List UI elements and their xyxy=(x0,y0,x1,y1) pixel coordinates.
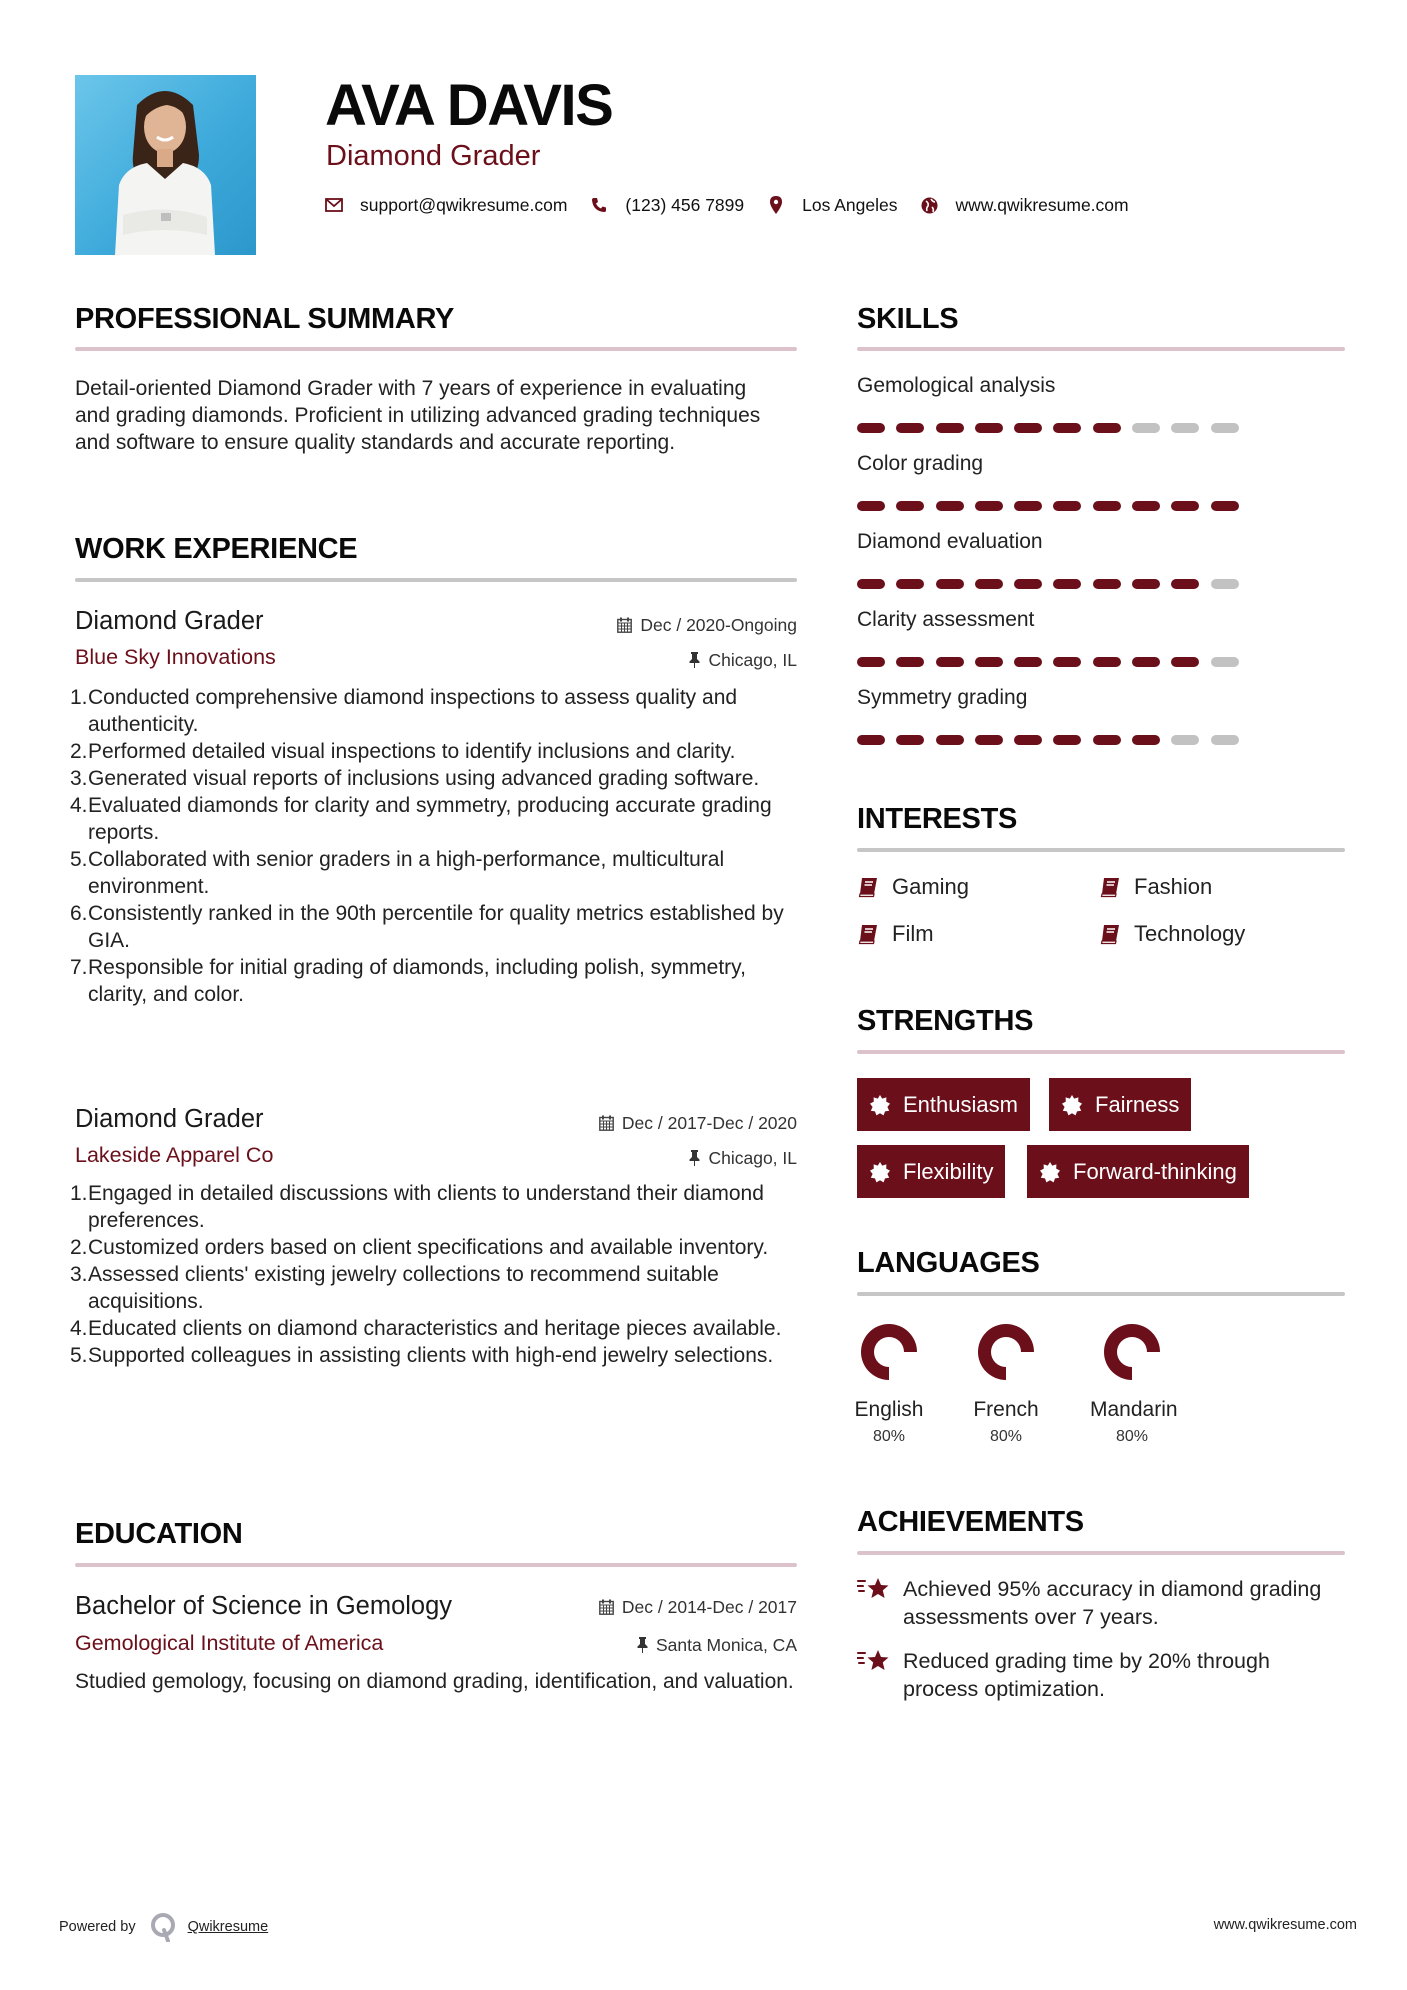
achievement-item: Reduced grading time by 20% through process optimization. xyxy=(857,1647,1327,1703)
education-heading: EDUCATION xyxy=(75,1518,243,1550)
job-location xyxy=(689,1146,797,1170)
job-company: Blue Sky Innovations xyxy=(75,645,276,669)
experience-heading: WORK EXPERIENCE xyxy=(75,533,358,565)
job-bullets xyxy=(70,1180,790,1369)
skill-rating-segment xyxy=(896,423,924,433)
bullet-item: 2. Performed detailed visual inspections to identify inclusions and clarity. xyxy=(70,740,736,763)
interest-item: Technology xyxy=(1099,920,1245,948)
education-date xyxy=(599,1595,797,1619)
skill-rating-segment xyxy=(1053,735,1081,745)
skill-rating-segment xyxy=(1171,423,1199,433)
skill-rating-segment xyxy=(1014,423,1042,433)
skill-rating-segment xyxy=(1171,501,1199,511)
contact-row xyxy=(324,193,1151,217)
achievement-item: Achieved 95% accuracy in diamond grading assessments over 7 years. xyxy=(857,1575,1327,1631)
skill-rating-segment xyxy=(1211,657,1239,667)
job-date xyxy=(617,613,797,637)
bullet-item: 2. Customized orders based on client specifications and available inventory. xyxy=(70,1236,769,1259)
skill-rating-segment xyxy=(975,579,1003,589)
contact-location xyxy=(766,193,897,217)
summary-divider xyxy=(75,347,797,351)
skill-label: Symmetry grading xyxy=(857,686,1028,709)
skill-label: Color grading xyxy=(857,452,984,475)
skills-divider xyxy=(857,347,1345,351)
job-bullets xyxy=(70,684,790,1008)
contact-email-text: support@qwikresume.com xyxy=(360,195,568,215)
language-item: English 80% xyxy=(852,1322,926,1448)
skill-rating-segment xyxy=(1093,423,1121,433)
skill-rating-segment xyxy=(1132,579,1160,589)
calendar-icon xyxy=(599,1115,614,1131)
skill-rating-segment xyxy=(1093,579,1121,589)
bullet-item: 3. Assessed clients' existing jewelry collections to recommend suitable acquisitions. xyxy=(70,1263,719,1313)
interests-divider xyxy=(857,848,1345,852)
skill-rating-segment xyxy=(936,735,964,745)
skill-rating-bar xyxy=(857,423,1250,433)
badge-burst-icon xyxy=(1061,1094,1083,1116)
job-company: Lakeside Apparel Co xyxy=(75,1143,274,1167)
book-icon xyxy=(857,876,879,898)
skill-rating-segment xyxy=(1014,735,1042,745)
pushpin-icon xyxy=(637,1637,648,1653)
badge-burst-icon xyxy=(869,1094,891,1116)
skill-rating-segment xyxy=(975,501,1003,511)
bullet-item: 3. Generated visual reports of inclusions using advanced grading software. xyxy=(70,767,760,790)
skill-rating-segment xyxy=(896,501,924,511)
job-title: Diamond Grader xyxy=(75,607,264,635)
footer-powered-by: Powered by Qwikresume xyxy=(59,1912,268,1942)
education-description: Studied gemology, focusing on diamond grading, identification, and valuation. xyxy=(75,1670,794,1693)
candidate-title: Diamond Grader xyxy=(326,140,541,172)
person-photo-icon xyxy=(75,75,256,255)
pushpin-icon xyxy=(689,1150,700,1166)
calendar-icon xyxy=(617,617,632,633)
skill-rating-segment xyxy=(1132,735,1160,745)
bullet-item: 1. Engaged in detailed discussions with clients to understand their diamond preferences. xyxy=(70,1182,764,1232)
skill-rating-segment xyxy=(975,423,1003,433)
shooting-star-icon xyxy=(857,1647,891,1675)
contact-location-text: Los Angeles xyxy=(802,195,898,215)
skill-label: Clarity assessment xyxy=(857,608,1035,631)
skill-rating-segment xyxy=(857,735,885,745)
education-location xyxy=(637,1633,797,1657)
skill-rating-segment xyxy=(975,735,1003,745)
languages-divider xyxy=(857,1292,1345,1296)
skill-rating-segment xyxy=(975,657,1003,667)
job-location xyxy=(689,648,797,672)
language-item: Mandarin 80% xyxy=(1090,1322,1174,1448)
skill-rating-segment xyxy=(936,657,964,667)
education-location-text: Santa Monica, CA xyxy=(655,1635,797,1655)
skill-rating-segment xyxy=(936,423,964,433)
envelope-icon xyxy=(324,195,344,215)
school-name: Gemological Institute of America xyxy=(75,1631,384,1655)
badge-burst-icon xyxy=(869,1161,891,1183)
phone-icon xyxy=(589,195,609,215)
strength-badge: Flexibility xyxy=(857,1145,1005,1198)
strength-badge: Forward-thinking xyxy=(1027,1145,1249,1198)
strength-badge: Fairness xyxy=(1049,1078,1191,1131)
skill-rating-segment xyxy=(1093,735,1121,745)
profile-photo xyxy=(75,75,256,255)
strength-badge: Enthusiasm xyxy=(857,1078,1030,1131)
skill-rating-segment xyxy=(1132,501,1160,511)
contact-phone-text: (123) 456 7899 xyxy=(625,195,745,215)
skill-rating-segment xyxy=(896,735,924,745)
language-progress-ring xyxy=(976,1322,1036,1382)
skill-rating-segment xyxy=(936,579,964,589)
skill-rating-segment xyxy=(1171,657,1199,667)
skill-rating-segment xyxy=(1014,657,1042,667)
summary-heading: PROFESSIONAL SUMMARY xyxy=(75,303,455,335)
language-progress-ring xyxy=(859,1322,919,1382)
contact-website-text: www.qwikresume.com xyxy=(955,195,1129,215)
contact-phone[interactable] xyxy=(589,193,744,217)
bullet-item: 4. Evaluated diamonds for clarity and symmetry, producing accurate grading reports. xyxy=(70,794,772,844)
interests-heading: INTERESTS xyxy=(857,803,1018,835)
language-item: French 80% xyxy=(969,1322,1043,1448)
skill-rating-segment xyxy=(896,579,924,589)
skill-rating-segment xyxy=(1171,735,1199,745)
book-icon xyxy=(1099,923,1121,945)
job-location-text: Chicago, IL xyxy=(708,1148,797,1168)
book-icon xyxy=(1099,876,1121,898)
badge-burst-icon xyxy=(1039,1161,1061,1183)
languages-heading: LANGUAGES xyxy=(857,1247,1040,1279)
skill-label: Gemological analysis xyxy=(857,374,1056,397)
skills-heading: SKILLS xyxy=(857,303,959,335)
skill-label: Diamond evaluation xyxy=(857,530,1043,553)
skill-rating-segment xyxy=(1053,657,1081,667)
bullet-item: 1. Conducted comprehensive diamond inspections to assess quality and authenticity. xyxy=(70,686,738,736)
language-progress-ring xyxy=(1102,1322,1162,1382)
bullet-item: 4. Educated clients on diamond characteristics and heritage pieces available. xyxy=(70,1317,782,1340)
skill-rating-segment xyxy=(1132,423,1160,433)
footer-website[interactable]: www.qwikresume.com xyxy=(1213,1917,1357,1933)
contact-email[interactable] xyxy=(324,193,567,217)
job-date xyxy=(599,1111,797,1135)
skill-rating-segment xyxy=(1211,423,1239,433)
skill-rating-bar xyxy=(857,501,1250,511)
job-title: Diamond Grader xyxy=(75,1105,264,1133)
skill-rating-segment xyxy=(1053,423,1081,433)
skill-rating-bar xyxy=(857,657,1250,667)
bullet-item: 5. Collaborated with senior graders in a high-performance, multicultural environment. xyxy=(70,848,725,898)
strengths-heading: STRENGTHS xyxy=(857,1005,1034,1037)
skill-rating-segment xyxy=(1014,501,1042,511)
skill-rating-segment xyxy=(1211,735,1239,745)
skill-rating-segment xyxy=(1014,579,1042,589)
shooting-star-icon xyxy=(857,1575,891,1603)
skill-rating-segment xyxy=(1171,579,1199,589)
interest-item: Gaming xyxy=(857,873,969,901)
pushpin-icon xyxy=(689,652,700,668)
bullet-item: 5. Supported colleagues in assisting clients with high-end jewelry selections. xyxy=(70,1344,774,1367)
candidate-name: AVA DAVIS xyxy=(325,73,613,138)
skill-rating-segment xyxy=(857,579,885,589)
strengths-divider xyxy=(857,1050,1345,1054)
skill-rating-bar xyxy=(857,735,1250,745)
skill-rating-segment xyxy=(857,657,885,667)
job-date-text: Dec / 2017-Dec / 2020 xyxy=(621,1113,797,1133)
qwikresume-link[interactable]: Qwikresume xyxy=(187,1919,269,1935)
skill-rating-segment xyxy=(896,657,924,667)
experience-divider xyxy=(75,578,797,582)
skill-rating-bar xyxy=(857,579,1250,589)
skill-rating-segment xyxy=(1093,657,1121,667)
interest-item: Fashion xyxy=(1099,873,1212,901)
book-icon xyxy=(857,923,879,945)
skill-rating-segment xyxy=(1053,501,1081,511)
qwikresume-logo-icon xyxy=(150,1912,178,1942)
skill-rating-segment xyxy=(857,501,885,511)
interest-item: Film xyxy=(857,920,934,948)
contact-website[interactable] xyxy=(920,193,1129,217)
skill-rating-segment xyxy=(936,501,964,511)
globe-icon xyxy=(920,195,940,215)
map-marker-icon xyxy=(766,195,786,215)
skill-rating-segment xyxy=(1053,579,1081,589)
bullet-item: 6. Consistently ranked in the 90th percentile for quality metrics established by GIA. xyxy=(70,902,784,952)
summary-text: Detail-oriented Diamond Grader with 7 years of experience in evaluating and grading diamonds. Proficient in utilizing advanced grading techniques and software to ensure quality standards and accurate reporting. xyxy=(75,377,761,454)
job-date-text: Dec / 2020-Ongoing xyxy=(640,615,797,635)
achievements-divider xyxy=(857,1551,1345,1555)
bullet-item: 7. Responsible for initial grading of diamonds, including polish, symmetry, clarity, and color. xyxy=(70,956,746,1006)
skill-rating-segment xyxy=(1093,501,1121,511)
skill-rating-segment xyxy=(1132,657,1160,667)
skill-rating-segment xyxy=(1211,501,1239,511)
degree-title: Bachelor of Science in Gemology xyxy=(75,1592,453,1620)
calendar-icon xyxy=(599,1599,614,1615)
skill-rating-segment xyxy=(1211,579,1239,589)
achievements-heading: ACHIEVEMENTS xyxy=(857,1506,1084,1538)
skill-rating-segment xyxy=(857,423,885,433)
education-divider xyxy=(75,1563,797,1567)
education-date-text: Dec / 2014-Dec / 2017 xyxy=(621,1597,797,1617)
job-location-text: Chicago, IL xyxy=(708,650,797,670)
